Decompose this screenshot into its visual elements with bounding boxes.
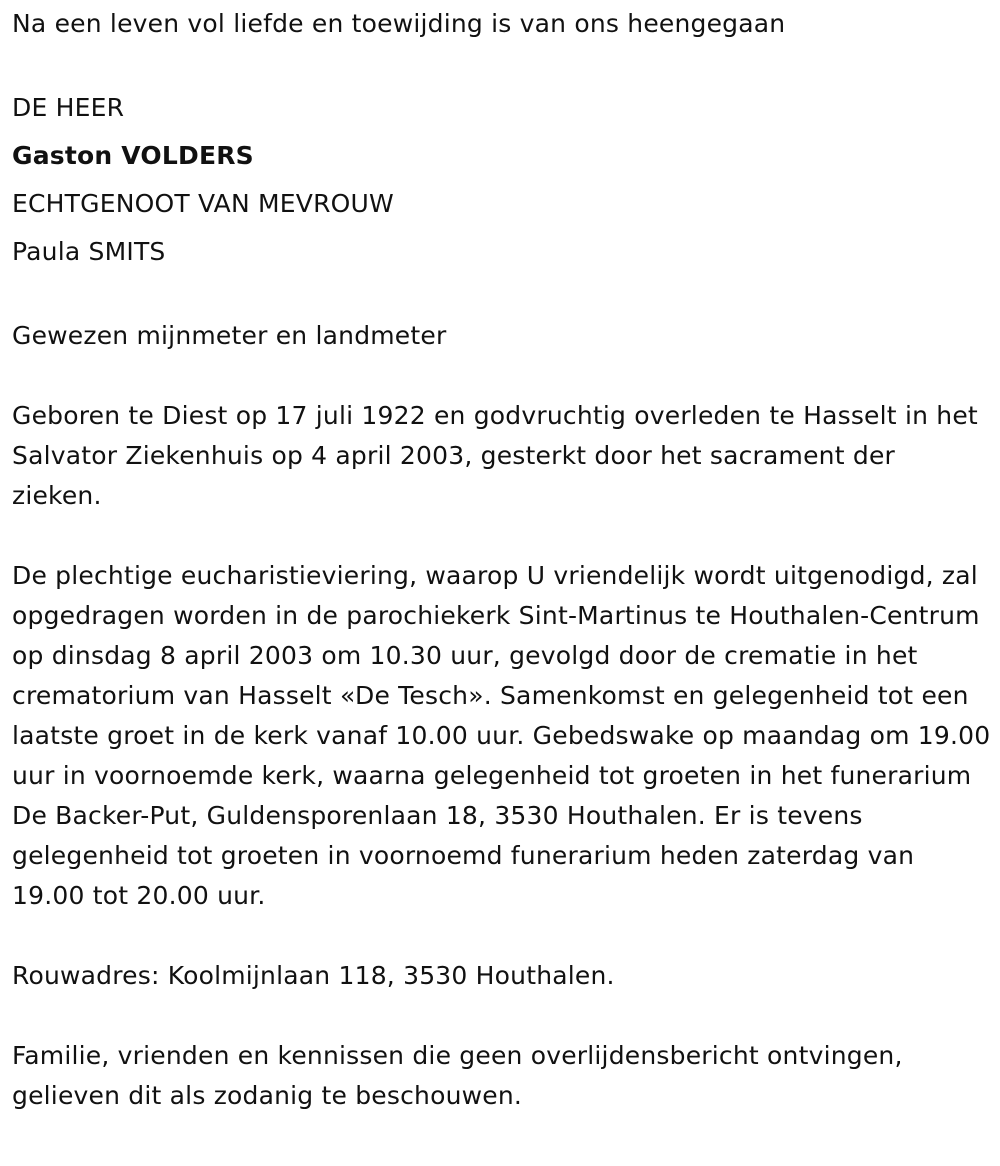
- title-prefix: DE HEER: [12, 93, 125, 122]
- relation-line: ECHTGENOOT VAN MEVROUW: [12, 189, 394, 218]
- name-block: [12, 84, 992, 276]
- death-notice: [12, 4, 992, 1116]
- closing-paragraph: Familie, vrienden en kennissen die geen overlijdensbericht ontvingen, gelieven dit als zodanig te beschouwen.: [12, 1041, 903, 1110]
- intro-line: Na een leven vol liefde en toewijding is van ons heengegaan: [12, 9, 786, 38]
- birth-death-paragraph: Geboren te Diest op 17 juli 1922 en godvruchtig overleden te Hasselt in het Salvator Ziekenhuis op 4 april 2003, gesterkt door het sacrament der zieken.: [12, 401, 978, 510]
- deceased-name: Gaston VOLDERS: [12, 141, 254, 170]
- spacer: [12, 44, 992, 84]
- spacer: [12, 356, 992, 396]
- spacer: [12, 916, 992, 956]
- spacer: [12, 996, 992, 1036]
- profession-line: Gewezen mijnmeter en landmeter: [12, 321, 447, 350]
- ceremony-paragraph: De plechtige eucharistieviering, waarop U vriendelijk wordt uitgenodigd, zal opgedragen worden in de parochiekerk Sint-Martinus te Houthalen-Centrum op dinsdag 8 april 2003 om 10.30 uur, gevolgd door de crematie in het crematorium van Hasselt «De Tesch». Samenkomst en gelegenheid tot een laatste groet in de kerk vanaf 10.00 uur. Gebedswake op maandag om 19.00 uur in voornoemde kerk, waarna gelegenheid tot groeten in het funerarium De Backer-Put, Guldensporenlaan 18, 3530 Houthalen. Er is tevens gelegenheid tot groeten in voornoemd funerarium heden zaterdag van 19.00 tot 20.00 uur.: [12, 561, 991, 910]
- spacer: [12, 516, 992, 556]
- spouse-name: Paula SMITS: [12, 237, 166, 266]
- address-line: Rouwadres: Koolmijnlaan 118, 3530 Houthalen.: [12, 961, 615, 990]
- spacer: [12, 276, 992, 316]
